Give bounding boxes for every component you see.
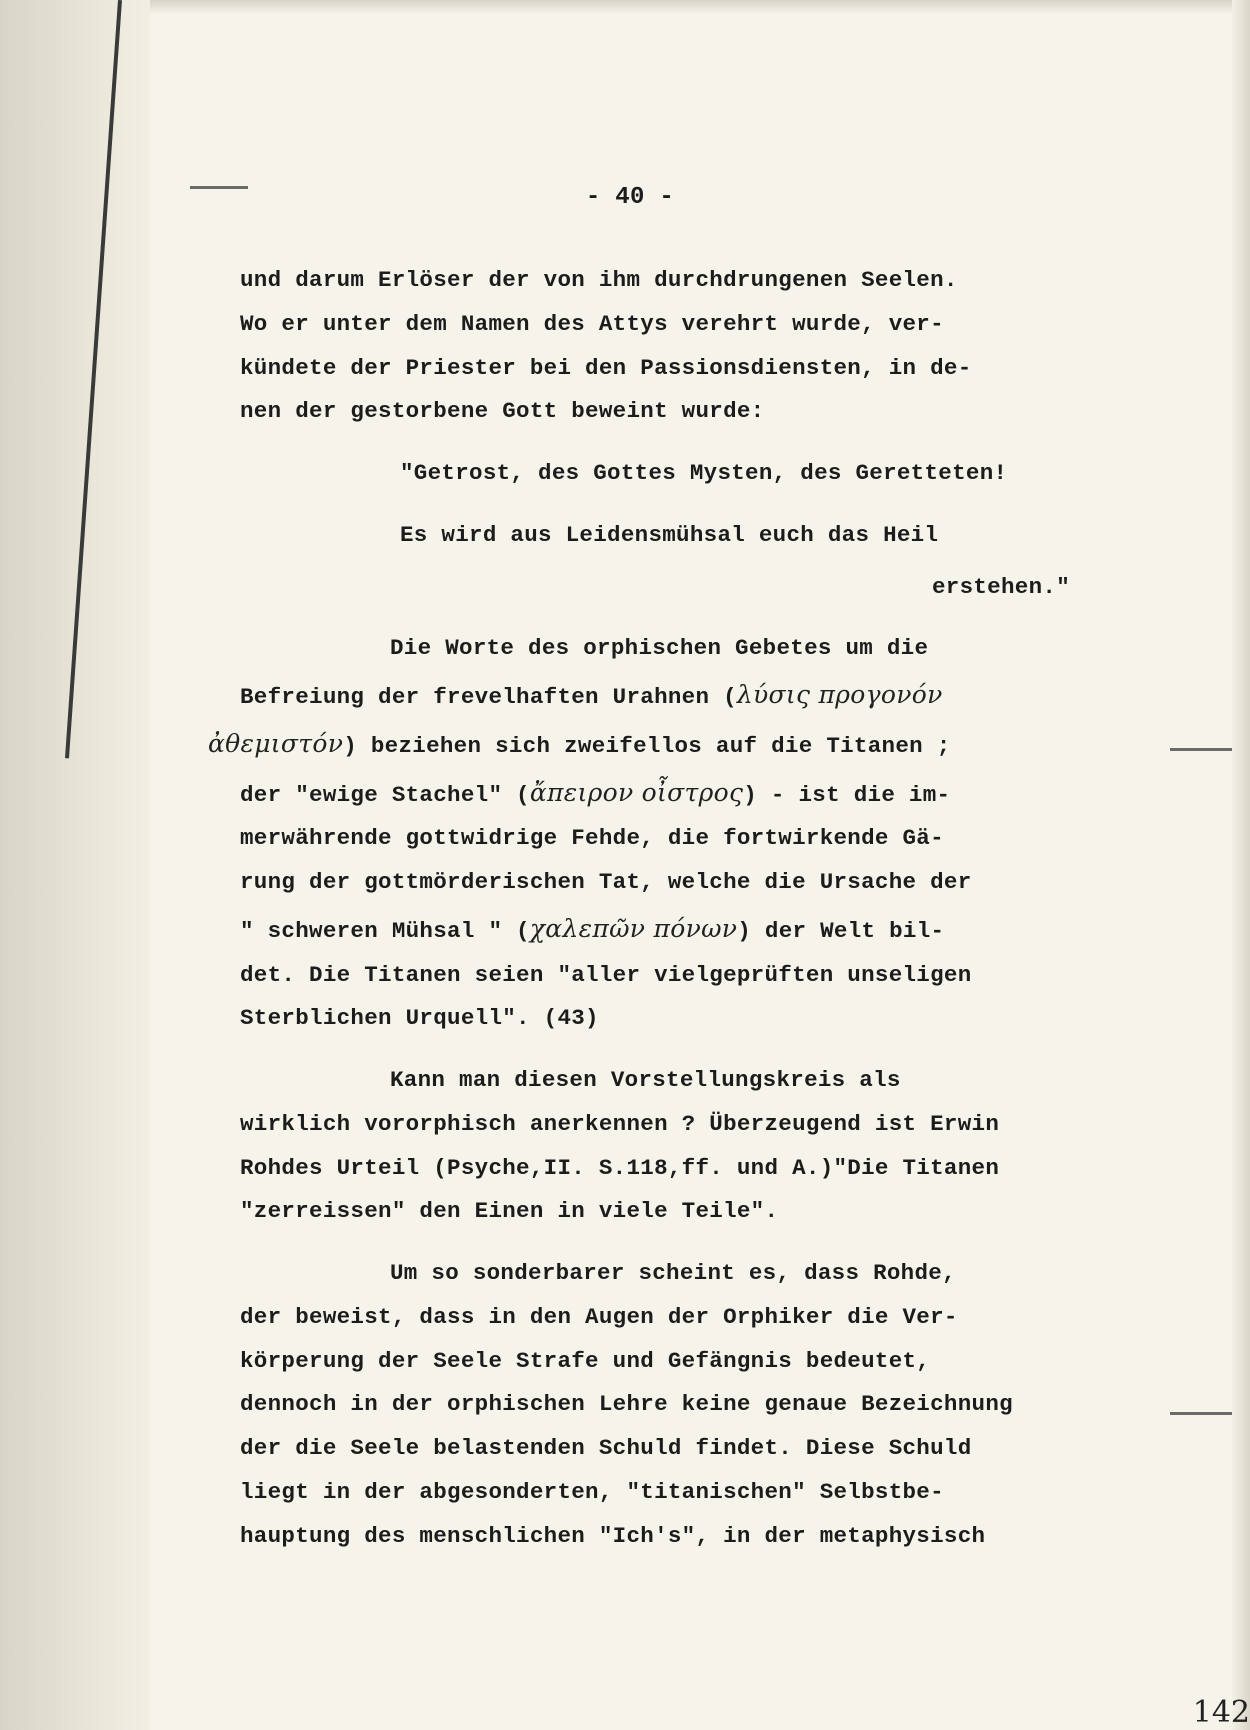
text-line [240, 676, 1140, 715]
paragraph-1 [240, 264, 1140, 429]
text-line: rung der gottmörderischen Tat, welche die Ursache der [240, 869, 972, 895]
quote-line: erstehen." [931, 573, 1070, 600]
corner-folio-number: 142 [1192, 1695, 1250, 1730]
text-line: Kann man diesen Vorstellungskreis als [390, 1067, 901, 1093]
margin-mark [1170, 1412, 1232, 1415]
handwritten-greek: ἄπειρον οἶστρος [529, 777, 744, 807]
text-line: wirklich vororphisch anerkennen ? Überzeugend ist Erwin [240, 1110, 1000, 1137]
binding-gutter [0, 0, 150, 1730]
text-line: "zerreissen" den Einen in viele Teile". [240, 1198, 779, 1225]
handwritten-greek: λύσις προγονόν [736, 680, 943, 709]
top-shadow [150, 0, 1250, 14]
text-line: kündete der Priester bei den Passionsdiensten, in de- [240, 354, 972, 381]
text-fragment: ) - ist die im- [743, 781, 951, 808]
text-line: Sterblichen Urquell". (43) [240, 1005, 599, 1032]
handwritten-greek: ἀθεμιστόν [208, 728, 344, 758]
text-line: hauptung des menschlichen "Ich's", in der metaphysisch [240, 1522, 986, 1549]
text-line [240, 774, 1140, 813]
quotation [240, 457, 1140, 604]
text-line: körperung der Seele Strafe und Gefängnis bedeutet, [240, 1347, 931, 1374]
text-line: Rohdes Urteil (Psyche,II. S.118,ff. und A.)"Die Titanen [240, 1154, 1000, 1181]
text-fragment: " schweren Mühsal " ( [240, 917, 530, 944]
text-fragment: ) der Welt bil- [737, 917, 945, 944]
text-line: dennoch in der orphischen Lehre keine genaue Bezeichnung [240, 1391, 1013, 1418]
text-fragment: Befreiung der frevelhaften Urahnen ( [240, 684, 737, 710]
margin-mark [1170, 748, 1232, 751]
paragraph-3 [240, 1064, 1140, 1229]
text-line: der beweist, dass in den Augen der Orphiker die Ver- [240, 1303, 958, 1330]
quote-line: "Getrost, des Gottes Mysten, des Geretteten! [400, 460, 1008, 486]
text-fragment: der "ewige Stachel" ( [240, 781, 530, 808]
text-line: nen der gestorbene Gott beweint wurde: [240, 398, 765, 425]
handwritten-greek: χαλεπῶν πόνων [529, 913, 738, 943]
text-line: und darum Erlöser der von ihm durchdrungenen Seelen. [240, 267, 958, 293]
right-page-edge [1232, 0, 1250, 1730]
text-line: Die Worte des orphischen Gebetes um die [390, 635, 929, 662]
text-line [208, 725, 1140, 764]
paragraph-2 [208, 632, 1140, 1036]
quote-line: Es wird aus Leidensmühsal euch das Heil [400, 521, 939, 548]
text-line: Um so sonderbarer scheint es, dass Rohde, [390, 1260, 956, 1286]
text-line [240, 910, 1140, 949]
paragraph-4 [240, 1257, 1140, 1553]
text-line: Wo er unter dem Namen des Attys verehrt wurde, ver- [240, 310, 944, 337]
text-fragment: ) beziehen sich zweifellos auf die Titanen ; [343, 732, 951, 759]
text-line: merwährende gottwidrige Fehde, die fortwirkende Gä- [240, 825, 944, 852]
text-line: det. Die Titanen seien "aller vielgeprüften unseligen [240, 961, 972, 988]
page-number: - 40 - [585, 184, 675, 211]
text-line: liegt in der abgesonderten, "titanischen" Selbstbe- [240, 1478, 944, 1505]
typescript-page [208, 180, 1140, 1581]
text-line: der die Seele belastenden Schuld findet. Diese Schuld [240, 1435, 972, 1461]
